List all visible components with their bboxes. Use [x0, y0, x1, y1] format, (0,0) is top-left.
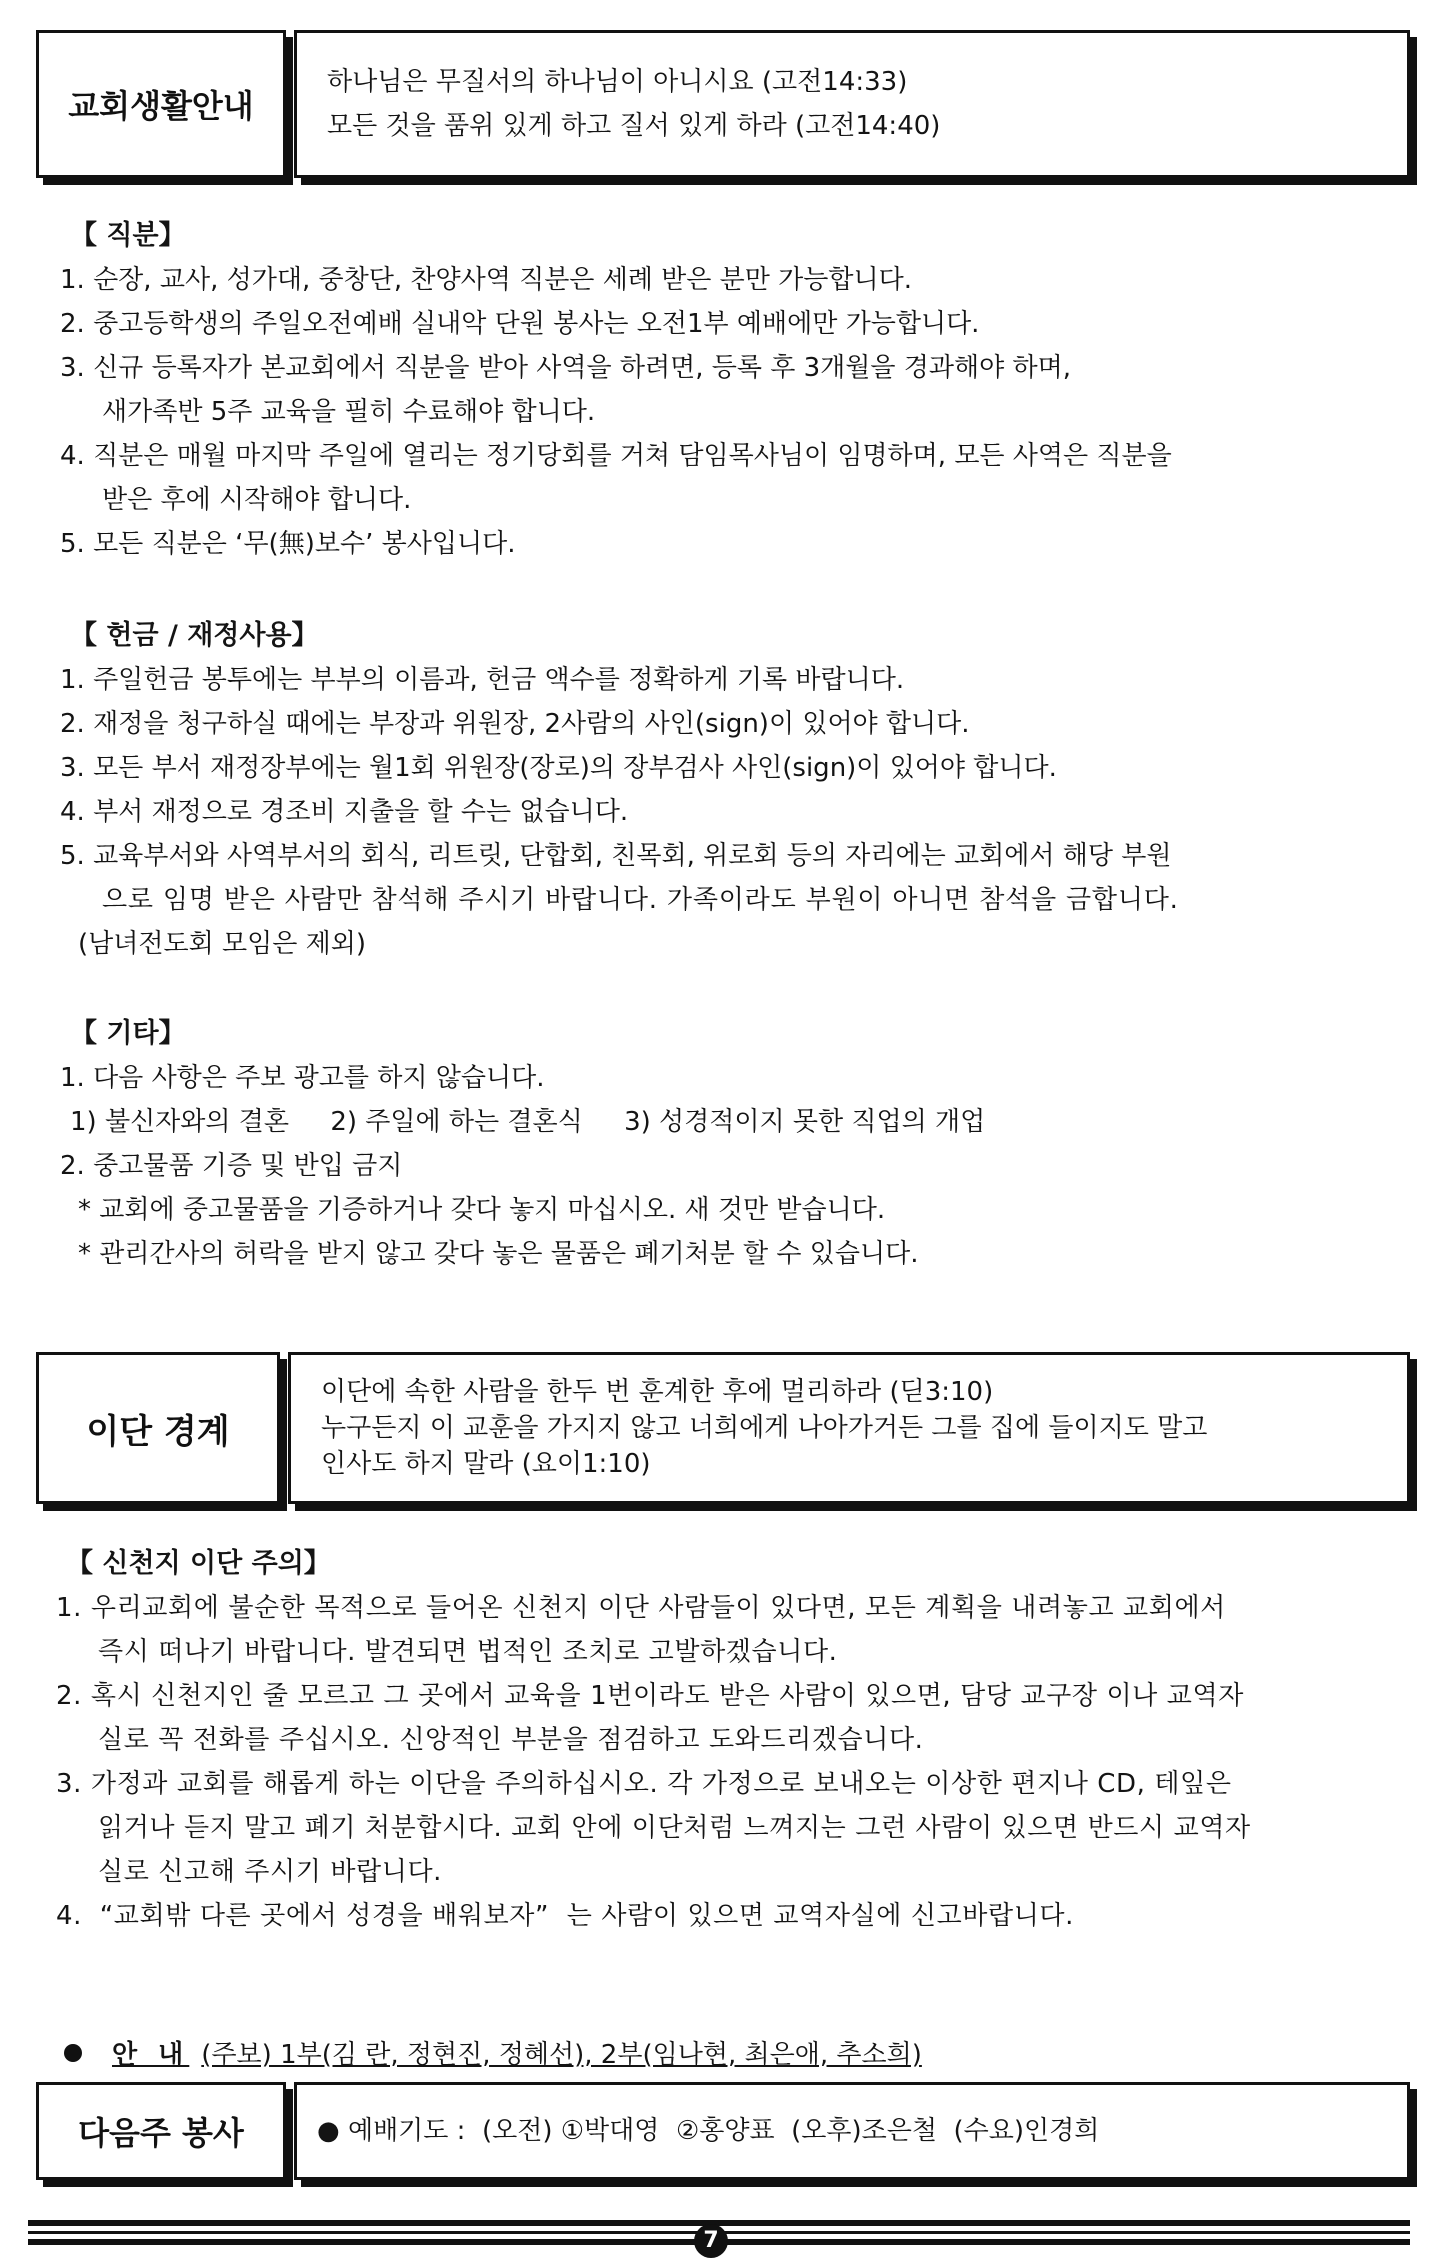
list-item: 4. “교회밖 다른 곳에서 성경을 배워보자” 는 사람이 있으면 교역자실에 신고바랍니다. [56, 1901, 1075, 1931]
list-item: 2. 혹시 신천지인 줄 모르고 그 곳에서 교육을 1번이라도 받은 사람이 있으면, 담당 교구장 이나 교역자 [56, 1681, 1244, 1711]
next-service-header [36, 2082, 1410, 2180]
etc-section [60, 1012, 1400, 1276]
list-item: 3. 모든 부서 재정장부에는 월1회 위원장(장로)의 장부검사 사인(sign)이 있어야 합니다. [60, 753, 1057, 783]
list-item: 1. 순장, 교사, 성가대, 중창단, 찬양사역 직분은 세례 받은 분만 가능합니다. [60, 265, 913, 295]
church-life-title: 교회생활안내 [36, 30, 286, 178]
list-item: 으로 임명 받은 사람만 참석해 주시기 바랍니다. 가족이라도 부원이 아니면 참석을 금합니다. [102, 885, 1179, 915]
list-item: 5. 모든 직분은 ‘무(無)보수’ 봉사입니다. [60, 529, 516, 559]
heresy-title: 이단 경계 [36, 1352, 280, 1504]
offering-section [60, 614, 1400, 966]
bullet-icon [64, 2044, 82, 2062]
list-item: 1) 불신자와의 결혼 2) 주일에 하는 결혼식 3) 성경적이지 못한 직업의 개업 [70, 1107, 986, 1137]
list-item: 3. 가정과 교회를 해롭게 하는 이단을 주의하십시오. 각 가정으로 보내오는 이상한 편지나 CD, 테잎은 [56, 1769, 1232, 1799]
next-service-box [294, 2082, 1410, 2180]
role-section [60, 214, 1400, 566]
list-item: 1. 다음 사항은 주보 광고를 하지 않습니다. [60, 1063, 545, 1093]
list-item: 2. 중고물품 기증 및 반입 금지 [60, 1151, 403, 1181]
list-item: 1. 우리교회에 불순한 목적으로 들어온 신천지 이단 사람들이 있다면, 모든 계획을 내려놓고 교회에서 [56, 1593, 1226, 1623]
list-item: 4. 부서 재정으로 경조비 지출을 할 수는 없습니다. [60, 797, 629, 827]
list-item: (남녀전도회 모임은 제외) [78, 929, 366, 959]
section-heading: 【 기타】 [70, 1018, 186, 1049]
list-item: 새가족반 5주 교육을 필히 수료해야 합니다. [102, 397, 596, 427]
list-item: 읽거나 듣지 말고 폐기 처분합시다. 교회 안에 이단처럼 느껴지는 그런 사람이 있으면 반드시 교역자 [98, 1813, 1251, 1843]
quote-line: 누구든지 이 교훈을 가지지 않고 너희에게 나아가거든 그를 집에 들이지도 말고 [321, 1413, 1208, 1443]
shincheonji-section [56, 1542, 1396, 1938]
list-item: 3. 신규 등록자가 본교회에서 직분을 받아 사역을 하려면, 등록 후 3개월을 경과해야 하며, [60, 353, 1071, 383]
quote-line: 모든 것을 품위 있게 하고 질서 있게 하라 (고전14:40) [327, 111, 941, 141]
next-service-title: 다음주 봉사 [36, 2082, 286, 2180]
section-heading: 【 헌금 / 재정사용】 [70, 620, 319, 651]
list-item: 1. 주일헌금 봉투에는 부부의 이름과, 헌금 액수를 정확하게 기록 바랍니다. [60, 665, 905, 695]
list-item: 실로 꼭 전화를 주십시오. 신앙적인 부분을 점검하고 도와드리겠습니다. [98, 1725, 924, 1755]
page-number: 7 [694, 2224, 728, 2258]
list-item: 실로 신고해 주시기 바랍니다. [98, 1857, 443, 1887]
church-life-header [36, 30, 1410, 178]
heresy-header [36, 1352, 1410, 1504]
prayer-schedule: ● 예배기도 : (오전) ①박대영 ②홍양표 (오후)조은철 (수요)인경희 [317, 2116, 1100, 2146]
section-heading: 【 신천지 이단 주의】 [66, 1548, 331, 1579]
section-heading: 【 직분】 [70, 220, 186, 251]
church-life-quote [294, 30, 1410, 178]
list-item: 즉시 떠나기 바랍니다. 발견되면 법적인 조치로 고발하겠습니다. [98, 1637, 838, 1667]
quote-line: 하나님은 무질서의 하나님이 아니시요 (고전14:33) [327, 67, 908, 97]
list-item: 받은 후에 시작해야 합니다. [102, 485, 412, 515]
quote-line: 인사도 하지 말라 (요이1:10) [321, 1449, 651, 1479]
heresy-quote [288, 1352, 1410, 1504]
notice-line [64, 2034, 922, 2071]
list-item: 2. 재정을 청구하실 때에는 부장과 위원장, 2사람의 사인(sign)이 있어야 합니다. [60, 709, 970, 739]
quote-line: 이단에 속한 사람을 한두 번 훈계한 후에 멀리하라 (딛3:10) [321, 1377, 994, 1407]
list-item: 5. 교육부서와 사역부서의 회식, 리트릿, 단합회, 친목회, 위로회 등의 자리에는 교회에서 해당 부원 [60, 841, 1172, 871]
notice-label: 안 내 [112, 2040, 190, 2070]
list-item: 4. 직분은 매월 마지막 주일에 열리는 정기당회를 거쳐 담임목사님이 임명하며, 모든 사역은 직분을 [60, 441, 1172, 471]
list-item: * 교회에 중고물품을 기증하거나 갖다 놓지 마십시오. 새 것만 받습니다. [78, 1195, 886, 1225]
list-item: * 관리간사의 허락을 받지 않고 갖다 놓은 물품은 폐기처분 할 수 있습니다. [78, 1239, 919, 1269]
notice-text: (주보) 1부(김 란, 정현진, 정혜선), 2부(임나현, 최은애, 추소희) [201, 2040, 922, 2070]
list-item: 2. 중고등학생의 주일오전예배 실내악 단원 봉사는 오전1부 예배에만 가능합니다. [60, 309, 980, 339]
